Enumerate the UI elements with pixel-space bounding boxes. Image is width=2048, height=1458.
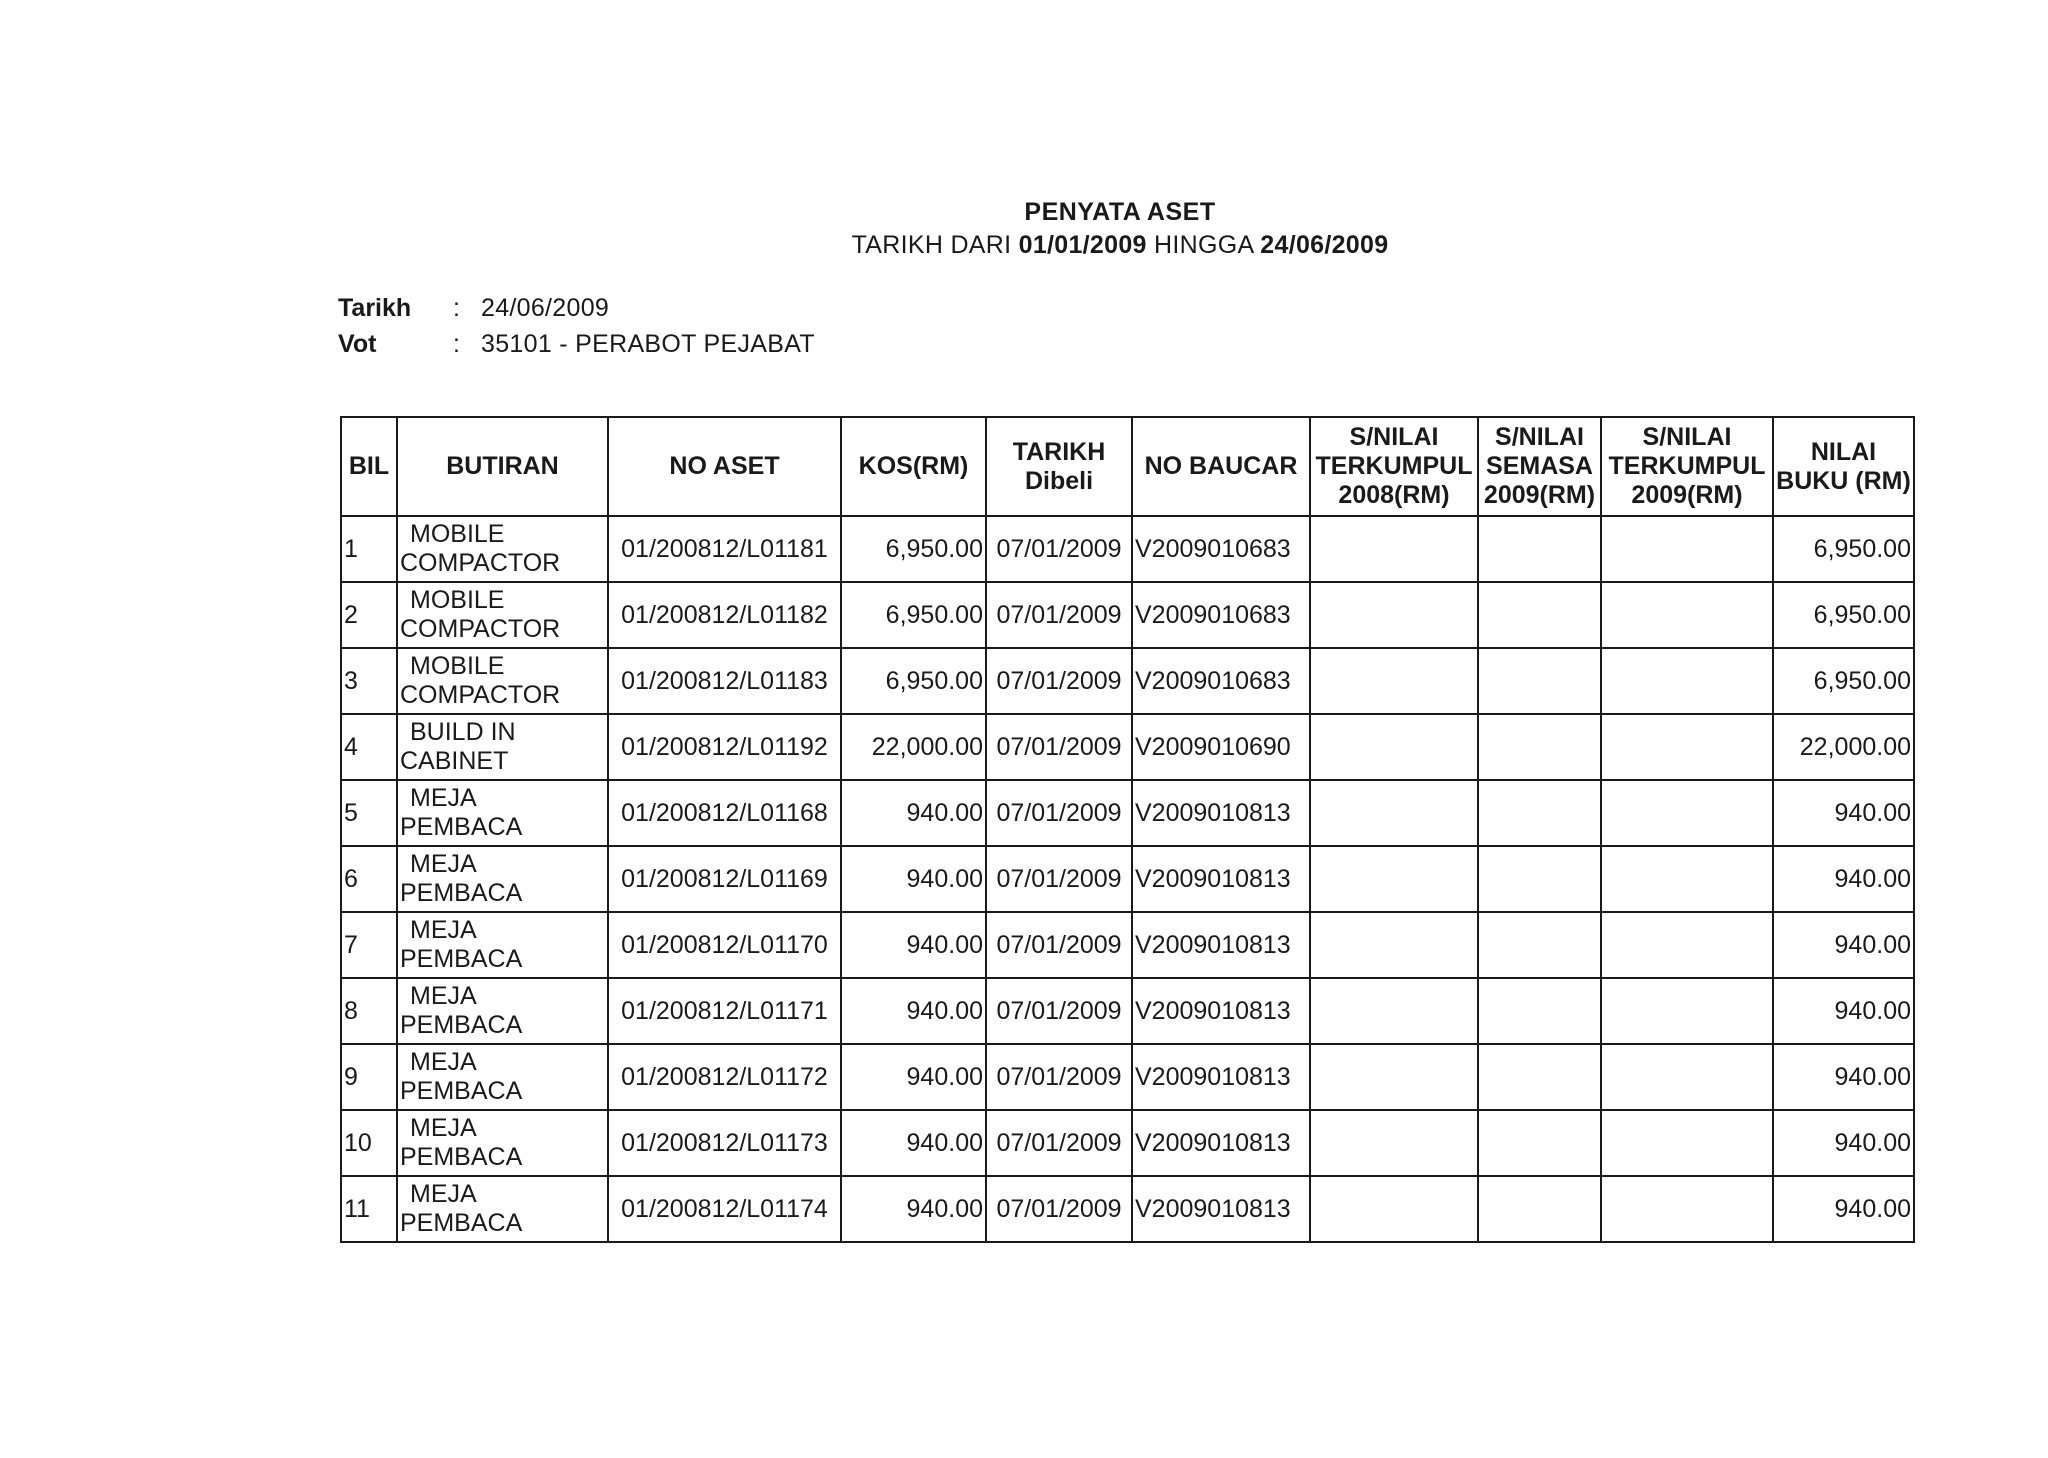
meta-vot-label: Vot bbox=[338, 330, 377, 358]
table-row bbox=[341, 846, 1914, 912]
cell-bil: 5 bbox=[341, 780, 397, 846]
cell-sn-semasa-2009 bbox=[1478, 648, 1601, 714]
cell-sn-terkumpul-2008 bbox=[1310, 648, 1478, 714]
cell-bil: 1 bbox=[341, 516, 397, 582]
cell-no-baucar: V2009010813 bbox=[1132, 1044, 1310, 1110]
cell-no-baucar: V2009010690 bbox=[1132, 714, 1310, 780]
cell-kos: 940.00 bbox=[841, 846, 986, 912]
cell-butiran bbox=[397, 912, 608, 978]
cell-nilai-buku: 22,000.00 bbox=[1773, 714, 1914, 780]
cell-no-aset: 01/200812/L01171 bbox=[608, 978, 841, 1044]
period-mid: HINGGA bbox=[1154, 231, 1254, 259]
butiran-line-2: COMPACTOR bbox=[400, 681, 561, 709]
cell-no-aset: 01/200812/L01174 bbox=[608, 1176, 841, 1242]
period-prefix: TARIKH DARI bbox=[851, 231, 1012, 259]
cell-no-aset: 01/200812/L01172 bbox=[608, 1044, 841, 1110]
col-header-sn-terkumpul-2008: S/NILAI TERKUMPUL 2008(RM) bbox=[1310, 417, 1478, 516]
meta-tarikh-row bbox=[338, 290, 815, 326]
cell-sn-terkumpul-2008 bbox=[1310, 1110, 1478, 1176]
cell-no-baucar: V2009010683 bbox=[1132, 516, 1310, 582]
butiran-line-1: MEJA bbox=[410, 784, 477, 812]
cell-nilai-buku: 6,950.00 bbox=[1773, 516, 1914, 582]
cell-butiran bbox=[397, 516, 608, 582]
cell-nilai-buku: 940.00 bbox=[1773, 1044, 1914, 1110]
cell-no-aset: 01/200812/L01192 bbox=[608, 714, 841, 780]
meta-tarikh-label: Tarikh bbox=[338, 294, 412, 322]
butiran-line-2: PEMBACA bbox=[400, 1077, 523, 1105]
table-row bbox=[341, 582, 1914, 648]
cell-tarikh: 07/01/2009 bbox=[986, 1110, 1132, 1176]
cell-kos: 940.00 bbox=[841, 1176, 986, 1242]
butiran-line-2: COMPACTOR bbox=[400, 615, 561, 643]
table-header-row bbox=[341, 417, 1914, 516]
cell-sn-semasa-2009 bbox=[1478, 714, 1601, 780]
butiran-line-1: MEJA bbox=[410, 916, 477, 944]
meta-vot-value: 35101 - PERABOT PEJABAT bbox=[481, 330, 815, 358]
cell-sn-terkumpul-2009 bbox=[1601, 780, 1773, 846]
cell-butiran bbox=[397, 846, 608, 912]
cell-tarikh: 07/01/2009 bbox=[986, 912, 1132, 978]
cell-tarikh: 07/01/2009 bbox=[986, 780, 1132, 846]
col-header-tarikh-dibeli: TARIKH Dibeli bbox=[986, 417, 1132, 516]
cell-nilai-buku: 940.00 bbox=[1773, 912, 1914, 978]
butiran-line-1: MEJA bbox=[410, 1048, 477, 1076]
cell-no-baucar: V2009010813 bbox=[1132, 846, 1310, 912]
cell-bil: 11 bbox=[341, 1176, 397, 1242]
butiran-line-2: COMPACTOR bbox=[400, 549, 561, 577]
butiran-line-2: PEMBACA bbox=[400, 945, 523, 973]
col-header-nilai-buku: NILAI BUKU (RM) bbox=[1773, 417, 1914, 516]
cell-sn-terkumpul-2009 bbox=[1601, 1176, 1773, 1242]
butiran-line-1: MOBILE bbox=[410, 520, 505, 548]
butiran-line-2: PEMBACA bbox=[400, 1209, 523, 1237]
cell-kos: 940.00 bbox=[841, 912, 986, 978]
table-row bbox=[341, 1044, 1914, 1110]
cell-nilai-buku: 940.00 bbox=[1773, 978, 1914, 1044]
cell-no-aset: 01/200812/L01181 bbox=[608, 516, 841, 582]
table-row bbox=[341, 780, 1914, 846]
cell-sn-terkumpul-2009 bbox=[1601, 1110, 1773, 1176]
cell-sn-semasa-2009 bbox=[1478, 516, 1601, 582]
butiran-line-2: PEMBACA bbox=[400, 879, 523, 907]
cell-bil: 10 bbox=[341, 1110, 397, 1176]
cell-sn-semasa-2009 bbox=[1478, 1044, 1601, 1110]
cell-no-baucar: V2009010813 bbox=[1132, 1176, 1310, 1242]
cell-sn-terkumpul-2008 bbox=[1310, 1176, 1478, 1242]
cell-tarikh: 07/01/2009 bbox=[986, 846, 1132, 912]
table-row bbox=[341, 978, 1914, 1044]
butiran-line-1: MOBILE bbox=[410, 652, 505, 680]
cell-bil: 3 bbox=[341, 648, 397, 714]
cell-nilai-buku: 6,950.00 bbox=[1773, 582, 1914, 648]
cell-kos: 6,950.00 bbox=[841, 516, 986, 582]
butiran-line-1: MEJA bbox=[410, 1180, 477, 1208]
table-row bbox=[341, 1176, 1914, 1242]
cell-bil: 4 bbox=[341, 714, 397, 780]
cell-kos: 940.00 bbox=[841, 1110, 986, 1176]
cell-kos: 940.00 bbox=[841, 978, 986, 1044]
cell-sn-terkumpul-2009 bbox=[1601, 978, 1773, 1044]
col-header-butiran: BUTIRAN bbox=[397, 417, 608, 516]
period-date-to: 24/06/2009 bbox=[1260, 231, 1389, 259]
butiran-line-1: MEJA bbox=[410, 982, 477, 1010]
col-header-no-aset: NO ASET bbox=[608, 417, 841, 516]
cell-tarikh: 07/01/2009 bbox=[986, 582, 1132, 648]
cell-sn-semasa-2009 bbox=[1478, 1176, 1601, 1242]
cell-sn-terkumpul-2009 bbox=[1601, 846, 1773, 912]
cell-butiran bbox=[397, 1110, 608, 1176]
cell-sn-terkumpul-2009 bbox=[1601, 714, 1773, 780]
meta-tarikh-colon: : bbox=[453, 294, 460, 322]
cell-sn-terkumpul-2008 bbox=[1310, 846, 1478, 912]
cell-nilai-buku: 940.00 bbox=[1773, 1110, 1914, 1176]
cell-butiran bbox=[397, 648, 608, 714]
cell-bil: 9 bbox=[341, 1044, 397, 1110]
cell-tarikh: 07/01/2009 bbox=[986, 978, 1132, 1044]
cell-butiran bbox=[397, 978, 608, 1044]
cell-kos: 940.00 bbox=[841, 1044, 986, 1110]
col-header-sn-terkumpul-2009: S/NILAI TERKUMPUL 2009(RM) bbox=[1601, 417, 1773, 516]
cell-sn-terkumpul-2009 bbox=[1601, 516, 1773, 582]
cell-no-aset: 01/200812/L01169 bbox=[608, 846, 841, 912]
cell-nilai-buku: 940.00 bbox=[1773, 1176, 1914, 1242]
cell-butiran bbox=[397, 714, 608, 780]
table-row bbox=[341, 912, 1914, 978]
cell-no-baucar: V2009010813 bbox=[1132, 1110, 1310, 1176]
col-header-no-baucar: NO BAUCAR bbox=[1132, 417, 1310, 516]
cell-sn-semasa-2009 bbox=[1478, 780, 1601, 846]
cell-sn-terkumpul-2009 bbox=[1601, 648, 1773, 714]
butiran-line-2: PEMBACA bbox=[400, 1011, 523, 1039]
butiran-line-2: PEMBACA bbox=[400, 813, 523, 841]
cell-sn-terkumpul-2008 bbox=[1310, 780, 1478, 846]
cell-tarikh: 07/01/2009 bbox=[986, 516, 1132, 582]
cell-nilai-buku: 6,950.00 bbox=[1773, 648, 1914, 714]
cell-sn-terkumpul-2008 bbox=[1310, 714, 1478, 780]
cell-sn-terkumpul-2008 bbox=[1310, 516, 1478, 582]
cell-sn-semasa-2009 bbox=[1478, 846, 1601, 912]
cell-sn-terkumpul-2009 bbox=[1601, 1044, 1773, 1110]
cell-no-aset: 01/200812/L01182 bbox=[608, 582, 841, 648]
butiran-line-1: MOBILE bbox=[410, 586, 505, 614]
asset-table bbox=[340, 416, 1915, 1243]
butiran-line-1: MEJA bbox=[410, 850, 477, 878]
cell-sn-terkumpul-2009 bbox=[1601, 912, 1773, 978]
butiran-line-1: MEJA bbox=[410, 1114, 477, 1142]
report-title: PENYATA ASET bbox=[1024, 198, 1216, 226]
report-period bbox=[0, 228, 2048, 262]
cell-bil: 7 bbox=[341, 912, 397, 978]
cell-no-baucar: V2009010813 bbox=[1132, 780, 1310, 846]
report-meta bbox=[338, 290, 815, 362]
cell-sn-terkumpul-2008 bbox=[1310, 582, 1478, 648]
cell-tarikh: 07/01/2009 bbox=[986, 714, 1132, 780]
cell-no-aset: 01/200812/L01173 bbox=[608, 1110, 841, 1176]
cell-bil: 6 bbox=[341, 846, 397, 912]
cell-butiran bbox=[397, 780, 608, 846]
cell-tarikh: 07/01/2009 bbox=[986, 1044, 1132, 1110]
table-body bbox=[341, 516, 1914, 1242]
cell-nilai-buku: 940.00 bbox=[1773, 780, 1914, 846]
butiran-line-2: PEMBACA bbox=[400, 1143, 523, 1171]
table-row bbox=[341, 714, 1914, 780]
cell-no-aset: 01/200812/L01183 bbox=[608, 648, 841, 714]
cell-sn-semasa-2009 bbox=[1478, 978, 1601, 1044]
cell-sn-semasa-2009 bbox=[1478, 1110, 1601, 1176]
cell-no-baucar: V2009010683 bbox=[1132, 648, 1310, 714]
cell-no-aset: 01/200812/L01170 bbox=[608, 912, 841, 978]
cell-kos: 22,000.00 bbox=[841, 714, 986, 780]
cell-no-aset: 01/200812/L01168 bbox=[608, 780, 841, 846]
cell-kos: 6,950.00 bbox=[841, 648, 986, 714]
cell-nilai-buku: 940.00 bbox=[1773, 846, 1914, 912]
cell-sn-terkumpul-2008 bbox=[1310, 978, 1478, 1044]
cell-bil: 8 bbox=[341, 978, 397, 1044]
cell-bil: 2 bbox=[341, 582, 397, 648]
cell-butiran bbox=[397, 582, 608, 648]
col-header-kos: KOS(RM) bbox=[841, 417, 986, 516]
cell-butiran bbox=[397, 1176, 608, 1242]
col-header-bil: BIL bbox=[341, 417, 397, 516]
cell-kos: 940.00 bbox=[841, 780, 986, 846]
cell-butiran bbox=[397, 1044, 608, 1110]
table-row bbox=[341, 516, 1914, 582]
period-date-from: 01/01/2009 bbox=[1018, 231, 1147, 259]
butiran-line-2: CABINET bbox=[400, 747, 509, 775]
butiran-line-1: BUILD IN bbox=[410, 718, 516, 746]
cell-sn-terkumpul-2009 bbox=[1601, 582, 1773, 648]
cell-no-baucar: V2009010813 bbox=[1132, 978, 1310, 1044]
cell-sn-terkumpul-2008 bbox=[1310, 912, 1478, 978]
cell-tarikh: 07/01/2009 bbox=[986, 648, 1132, 714]
cell-sn-semasa-2009 bbox=[1478, 912, 1601, 978]
cell-no-baucar: V2009010813 bbox=[1132, 912, 1310, 978]
table-row bbox=[341, 648, 1914, 714]
meta-vot-colon: : bbox=[453, 330, 460, 358]
cell-no-baucar: V2009010683 bbox=[1132, 582, 1310, 648]
table-row bbox=[341, 1110, 1914, 1176]
report-header bbox=[0, 196, 2048, 262]
meta-tarikh-value: 24/06/2009 bbox=[481, 294, 610, 322]
col-header-sn-semasa-2009: S/NILAI SEMASA 2009(RM) bbox=[1478, 417, 1601, 516]
cell-sn-terkumpul-2008 bbox=[1310, 1044, 1478, 1110]
cell-kos: 6,950.00 bbox=[841, 582, 986, 648]
cell-sn-semasa-2009 bbox=[1478, 582, 1601, 648]
cell-tarikh: 07/01/2009 bbox=[986, 1176, 1132, 1242]
meta-vot-row bbox=[338, 326, 815, 362]
